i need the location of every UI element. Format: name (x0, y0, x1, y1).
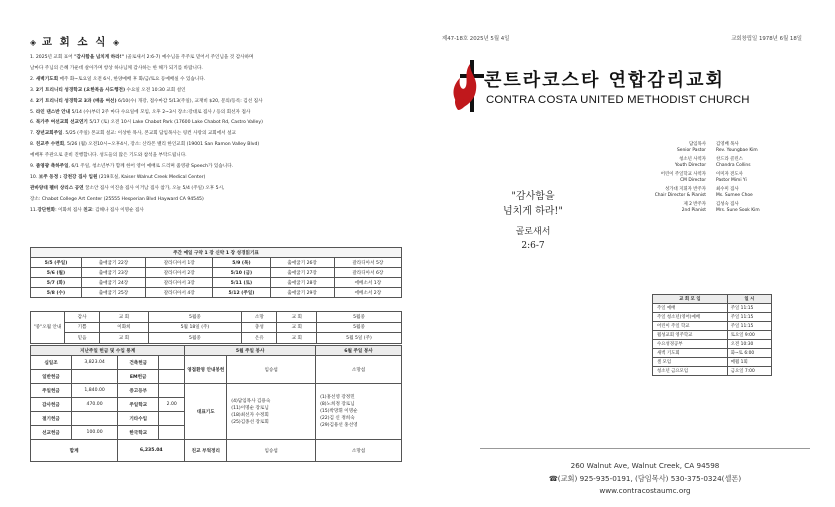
staff-role: 제 2 반주자 (683, 202, 706, 208)
table-row (653, 340, 772, 349)
staff-row (616, 163, 816, 169)
table-row (31, 333, 402, 344)
table-row (31, 288, 402, 298)
news-item-text: (219호실, Kaiser Walnut Creek Medical Center) (97, 174, 206, 180)
staff-group (616, 187, 816, 199)
offering-header: 지난주일 헌금 및 수입 통계 (31, 346, 185, 356)
table-row (31, 258, 402, 268)
meeting-time: 오전 10:30 (727, 340, 771, 349)
meeting-time: 주일 11:15 (727, 304, 771, 313)
bible-reading-cell: 갈라디아서 6장 (334, 268, 401, 278)
news-item (30, 151, 402, 162)
offering-cell: EM헌금 (118, 370, 159, 384)
church-phone: ☎(교회) 925-935-0191, (담임목사) 530-375-0324(셀폰) (548, 473, 742, 483)
meeting-name: 주일 예배 (653, 304, 728, 313)
news-item-bold: 관바양대 펠비 상리스 공연 (30, 185, 84, 191)
news-item (30, 184, 402, 195)
offering-cell: 주일학교 (118, 398, 159, 412)
motto-line-1: "감사함을 (511, 191, 555, 202)
times-header: 일 시 (727, 295, 771, 304)
june-service-header: 6월 주일 봉사 (316, 346, 402, 356)
prayer-may-item: (25)김종선 장로회 (231, 419, 269, 425)
table-row (31, 384, 402, 398)
issue-meta (440, 34, 810, 46)
offering-cell (159, 426, 185, 440)
weekly-meetings-table (652, 294, 772, 376)
table-row (31, 346, 402, 356)
news-item-text: 3. (30, 87, 36, 93)
news-item-text: 예배후 주관으로 준비 진행합니다. 성도들의 많은 기도와 참석을 부탁드립니다. (30, 153, 187, 159)
news-item-text: 날마다 주님의 은혜 가운데 살아가며 항상 하나님께 감사하는 한 해가 되기를 바랍니다. (30, 65, 203, 71)
prayer-june-item: (29)김용선 홍선영 (320, 423, 358, 428)
kitchen-may: 임승섭 (227, 440, 316, 462)
bible-reading-cell: 5/9 (목) (213, 258, 270, 268)
duty-cell: 온유 (242, 333, 277, 344)
duty-cell: 교 회 (277, 312, 317, 323)
news-item-text: : 이화희 집사 (55, 207, 84, 213)
issue-number: 제47-18호 2025년 5월 4일 (442, 36, 510, 42)
bible-reading-cell: 5/12 (주일) (213, 288, 270, 298)
meeting-time: 주일 11:15 (727, 313, 771, 322)
offering-cell (159, 356, 185, 370)
news-item (30, 97, 402, 108)
prayer-june (316, 384, 402, 440)
meeting-time: 주일 11:15 (727, 322, 771, 331)
staff-name: 김영배 목사 (716, 142, 739, 147)
offering-cell: 절기헌금 (31, 412, 72, 426)
bible-reading-table (30, 247, 402, 298)
bible-reading-cell: 출애굽기 22장 (81, 258, 145, 268)
offering-cell: 2.00 (159, 398, 185, 412)
news-item-text: 장소: Chabot College Art Center (25555 Hesperian Blvd Hayward CA 94545) (30, 196, 204, 202)
news-item-bold: "감사함을 넘치게 하라!" (74, 55, 125, 60)
heading-mark-icon: ◈ (30, 38, 37, 47)
staff-row (616, 193, 816, 199)
church-address: 260 Walnut Ave, Walnut Creek, CA 94598 (570, 461, 720, 470)
prayer-may-item: (4)담임목사 김용숙 (231, 398, 271, 404)
meetings-header: 교 회 모 임 (653, 295, 728, 304)
staff-row (616, 208, 816, 214)
duty-cell: 5월중 (317, 312, 402, 323)
offering-cell: 주일헌금 (31, 384, 72, 398)
duty-cell: 5월 5일 (주) (317, 333, 402, 344)
news-item (30, 206, 402, 217)
news-item (30, 140, 402, 151)
staff-role: Senior Pastor (676, 147, 706, 153)
duty-cell: 소망 (242, 312, 277, 323)
offering-cell (159, 384, 185, 398)
bible-reading-caption: 주간 예일 구약 1 장 신약 1 장 성경읽기표 (31, 248, 402, 258)
staff-name: Pastor Mimi Yi (716, 177, 747, 183)
prayer-june-item: (22)김 신 정희숙 (320, 416, 355, 421)
prayer-june-item: (1)홍선영 강정민 (320, 395, 355, 400)
table-row (653, 358, 772, 367)
church-name-korean: 콘트라코스타 연합감리교회 (484, 70, 725, 91)
duty-cell: 감사 (65, 312, 100, 323)
motto-reference (456, 225, 610, 253)
year-motto (456, 189, 610, 253)
table-row (31, 312, 402, 323)
news-heading (30, 34, 402, 49)
table-row (653, 304, 772, 313)
duty-cell: 기쁨 (65, 322, 100, 333)
offering-cell: 1,840.00 (71, 384, 117, 398)
prayer-may-item: (18)최선자 수정회 (231, 412, 269, 418)
news-item-bold: 강단헌화 (37, 207, 56, 213)
bible-reading-cell: 5/7 (화) (31, 278, 82, 288)
news-item-text: . 5/25 (주일) 본교회 설교: 이상한 목사, 본교회 담임목사는 링컨 사랑의 교회에서 설교 (62, 131, 236, 137)
duty-cell: 충성 (242, 322, 277, 333)
bible-reading-cell: 5/8 (수) (31, 288, 82, 298)
duty-cell: 교 회 (100, 333, 148, 344)
news-item-text: 9. (30, 164, 36, 170)
meeting-time: 화~토 6:00 (727, 349, 771, 358)
offering-cell: 일반헌금 (31, 370, 72, 384)
prayer-may (227, 384, 316, 440)
offering-cell: 3,823.04 (71, 356, 117, 370)
news-item-bold: 보주 동정 : 강천강 집사 입원 (38, 174, 98, 180)
duty-table (30, 311, 402, 344)
staff-role: 2nd Pianist (681, 208, 706, 214)
duty-cell: 교 회 (100, 312, 148, 323)
offering-table (30, 345, 402, 462)
meeting-name: 셀 모임 (653, 358, 728, 367)
kitchen-june: 소망섭 (316, 440, 402, 462)
news-item-text: 5/17 (토) 오전 10시 Lake Chabot Park (17600 Lake Chabot Rd, Castro Valley) (87, 120, 263, 126)
news-item (30, 173, 402, 184)
news-item-bold: 북가주 여선교회 선교연기 (35, 120, 88, 126)
news-item-text: 매주 화~토요일 오전 6시, 한양예배 후 화/금/토요 등예배실 수 있습니다. (58, 76, 206, 82)
staff-group (616, 142, 816, 154)
offering-cell: 기타수입 (118, 412, 159, 426)
offering-cell (71, 370, 117, 384)
table-row (31, 440, 402, 462)
news-item-bold: 라인 댄스반 안내 (35, 109, 71, 115)
news-item-text: 5/14 (수)부터 2주 마다 수요일에 모임, 오후 2~3시 장소:강대로 집사 / 등의 회선자 접사 (70, 109, 251, 115)
bible-reading-cell: 출애굽기 23장 (81, 268, 145, 278)
prayer-may-item: (11)이명순 장로님 (231, 405, 269, 411)
prayer-june-item: (15)박망휘 이명순 (320, 409, 358, 414)
news-item-bold: 줌영광 축하주일 (35, 164, 69, 170)
news-item-text: 6. (30, 120, 36, 126)
table-row (653, 367, 772, 376)
news-item (30, 86, 402, 97)
staff-role: CM Director (680, 177, 706, 183)
duty-label: "중"오월 안내 (31, 312, 65, 344)
total-label: 합계 (31, 440, 118, 462)
staff-name: 이미자 전도사 (716, 172, 743, 178)
staff-role: Chair Director & Pianist (654, 193, 706, 199)
service-label: 영접환영 안내봉헌 (185, 356, 227, 384)
bible-reading-cell: 출애굽기 27장 (270, 268, 334, 278)
cross-and-flame-icon (448, 58, 486, 114)
news-item (30, 64, 402, 75)
news-item-text: 11. (30, 207, 38, 213)
news-item-bold: 친교 (83, 207, 93, 213)
offering-cell: 470.00 (71, 398, 117, 412)
duty-cell: 5월 18일 (주) (148, 322, 242, 333)
staff-name: Rev. Youngbae Kim (716, 147, 758, 153)
news-item-text: 7. (30, 131, 36, 137)
meeting-name: 수요성경공부 (653, 340, 728, 349)
offering-cell (71, 412, 117, 426)
total-value: 6,235.04 (118, 440, 185, 462)
church-website[interactable]: www.contracostaumc.org (599, 486, 691, 495)
news-item (30, 118, 402, 129)
prayer-june-item: (8)노희정 장로님 (320, 402, 355, 407)
staff-group (616, 157, 816, 169)
bible-reading-cell: 출애굽기 26장 (270, 258, 334, 268)
bible-reading-cell: 5/11 (토) (213, 278, 270, 288)
motto-book: 골로새서 (515, 227, 551, 237)
offering-cell: 100.00 (71, 426, 117, 440)
bible-reading-cell: 에베소서 2장 (334, 288, 401, 298)
bible-reading-cell: 출애굽기 28장 (270, 278, 334, 288)
meeting-name: 청소년 금요모임 (653, 367, 728, 376)
founded-date: 교회창립일 1978년 6월 18일 (731, 36, 802, 42)
staff-list (616, 142, 816, 217)
heading-mark-icon: ◈ (113, 38, 120, 47)
duty-cell: 교 회 (277, 333, 317, 344)
meeting-time: 토요일 9:00 (727, 331, 771, 340)
meeting-name: 월성교회 영주학교 (653, 331, 728, 340)
table-row (653, 349, 772, 358)
staff-group (616, 172, 816, 184)
staff-name: 김성숙 집사 (716, 202, 739, 208)
staff-role: 담임목사 (689, 142, 706, 147)
news-item-text: 4. (30, 98, 36, 104)
church-name-english: CONTRA COSTA UNITED METHODIST CHURCH (486, 94, 750, 106)
news-item-text: 8. (30, 142, 36, 148)
news-panel (30, 34, 402, 454)
meeting-name: 주일 청소년(영어)예배 (653, 313, 728, 322)
news-list (30, 53, 402, 217)
news-item-bold: 장년교회주일 (35, 131, 63, 137)
bible-reading-cell: 출애굽기 24장 (81, 278, 145, 288)
table-row (31, 356, 402, 370)
staff-role: Youth Director (674, 162, 706, 168)
duty-cell: 이화희 (100, 322, 148, 333)
offering-cell (159, 370, 185, 384)
duty-cell: 믿음 (65, 333, 100, 344)
table-row (31, 322, 402, 333)
meeting-time: 금요일 7:00 (727, 367, 771, 376)
meeting-name: 어린이 주일 학교 (653, 322, 728, 331)
staff-role: 성가대 지휘자 반주자 (665, 187, 706, 193)
offering-cell: 한국학교 (118, 426, 159, 440)
offering-cell: 증고등부 (118, 384, 159, 398)
news-item (30, 162, 402, 173)
bible-reading-cell: 5/10 (금) (213, 268, 270, 278)
staff-role: 어린이 주일학교 사역자 (660, 172, 706, 178)
news-item-text: 10. (30, 174, 39, 180)
cover-panel (440, 34, 810, 495)
motto-verse: 2:6-7 (521, 241, 545, 251)
bible-reading-cell: 에베소서 1장 (334, 278, 401, 288)
news-item-text: , 5/26 (월) 오전10시~오후4시, 장소: 산라몬 밸리 한인교회 (19001 San Ramon Valley Blvd) (64, 142, 260, 148)
bible-reading-cell: 5/5 (주일) (31, 258, 82, 268)
staff-name: Mrs. Sune Sook Kim (716, 208, 760, 214)
kitchen-label: 친교 부엌정리 (185, 440, 227, 462)
bible-reading-cell: 5/6 (월) (31, 268, 82, 278)
staff-name: Ms. Sumee Choe (716, 193, 753, 199)
news-item-text: 수요일 오전 10:30 교회 설인 (125, 87, 186, 93)
news-item (30, 108, 402, 119)
service-june: 소망섭 (316, 356, 402, 384)
news-item-text: 1. 2025년 교회 표어 (30, 55, 75, 60)
offering-cell: 건축헌금 (118, 356, 159, 370)
offering-cell (159, 412, 185, 426)
news-item (30, 75, 402, 86)
offering-cell: 선교헌금 (31, 426, 72, 440)
news-item-text: (골로새서 2:6-7) 예수님을 주주로 믿어서 주인님을 것 감사하며 (124, 55, 254, 60)
may-service-header: 5월 주일 봉사 (185, 346, 316, 356)
news-item-text: 꿀소안 집사 이진솔 집사 이거남 집사 참가, 오늘 5/4 (주일) 오후 5시, (83, 185, 225, 191)
staff-name: 찬드라 콜린스 (716, 157, 743, 163)
table-row (31, 278, 402, 288)
table-row (653, 322, 772, 331)
footer-divider (480, 448, 810, 449)
news-item-bold: 새벽기도회 (35, 76, 59, 82)
offering-cell: 감사헌금 (31, 398, 72, 412)
news-item-bold: 친교주 수련회 (35, 142, 65, 148)
news-item-bold: 2기 트리니티 성경학교 3과 (배움 여선) (35, 98, 117, 104)
news-item-text: , 6/1 주일, 청소년부가 함께 한어 영어 예배로 드리며 줌영광 Speech가 있습니다. (68, 164, 234, 170)
duty-cell: 5월중 (148, 312, 242, 323)
news-item-text: 5. (30, 109, 36, 115)
news-item-text: 6/10(수) 개강, 접수마감 5/13(주일), 교재비 $20, 문의/등록: 김선 집사 (116, 98, 263, 104)
news-item (30, 195, 402, 206)
bible-reading-cell: 갈라디아서 1장 (146, 258, 213, 268)
news-item (30, 53, 402, 64)
staff-name: 최수미 집사 (716, 187, 739, 193)
bible-reading-cell: 갈라디아서 4장 (146, 288, 213, 298)
bible-reading-cell: 출애굽기 25장 (81, 288, 145, 298)
bible-reading-cell: 갈라디아서 3장 (146, 278, 213, 288)
duty-cell: 교 회 (277, 322, 317, 333)
table-row (653, 313, 772, 322)
staff-row (616, 148, 816, 154)
prayer-label: 대표기도 (185, 384, 227, 440)
staff-role: 청소년 사역자 (679, 157, 706, 163)
bible-reading-cell: 출애굽기 29장 (270, 288, 334, 298)
motto-line-2: 넘치게 하라!" (502, 206, 564, 217)
news-item-bold: 2기 트리니티 성경학교 (요한복음 사도행전) (35, 87, 126, 93)
service-may: 임승섭 (227, 356, 316, 384)
news-item-text: : 김해나 집사 이명순 집사 (92, 207, 144, 213)
church-contact (480, 460, 810, 498)
meeting-name: 새벽 기도회 (653, 349, 728, 358)
news-heading-text: 교 회 소 식 (41, 36, 108, 48)
duty-cell: 5월중 (317, 322, 402, 333)
staff-row (616, 178, 816, 184)
duty-cell: 5월중 (148, 333, 242, 344)
table-row (653, 331, 772, 340)
table-row (31, 268, 402, 278)
news-item-text: 2. (30, 76, 36, 82)
meeting-time: 매월 1회 (727, 358, 771, 367)
staff-name: Chandra Collins (716, 162, 751, 168)
offering-cell: 십일조 (31, 356, 72, 370)
staff-group (616, 202, 816, 214)
bible-reading-cell: 갈라디아서 5장 (334, 258, 401, 268)
bible-reading-cell: 갈라디아서 2장 (146, 268, 213, 278)
news-item (30, 129, 402, 140)
